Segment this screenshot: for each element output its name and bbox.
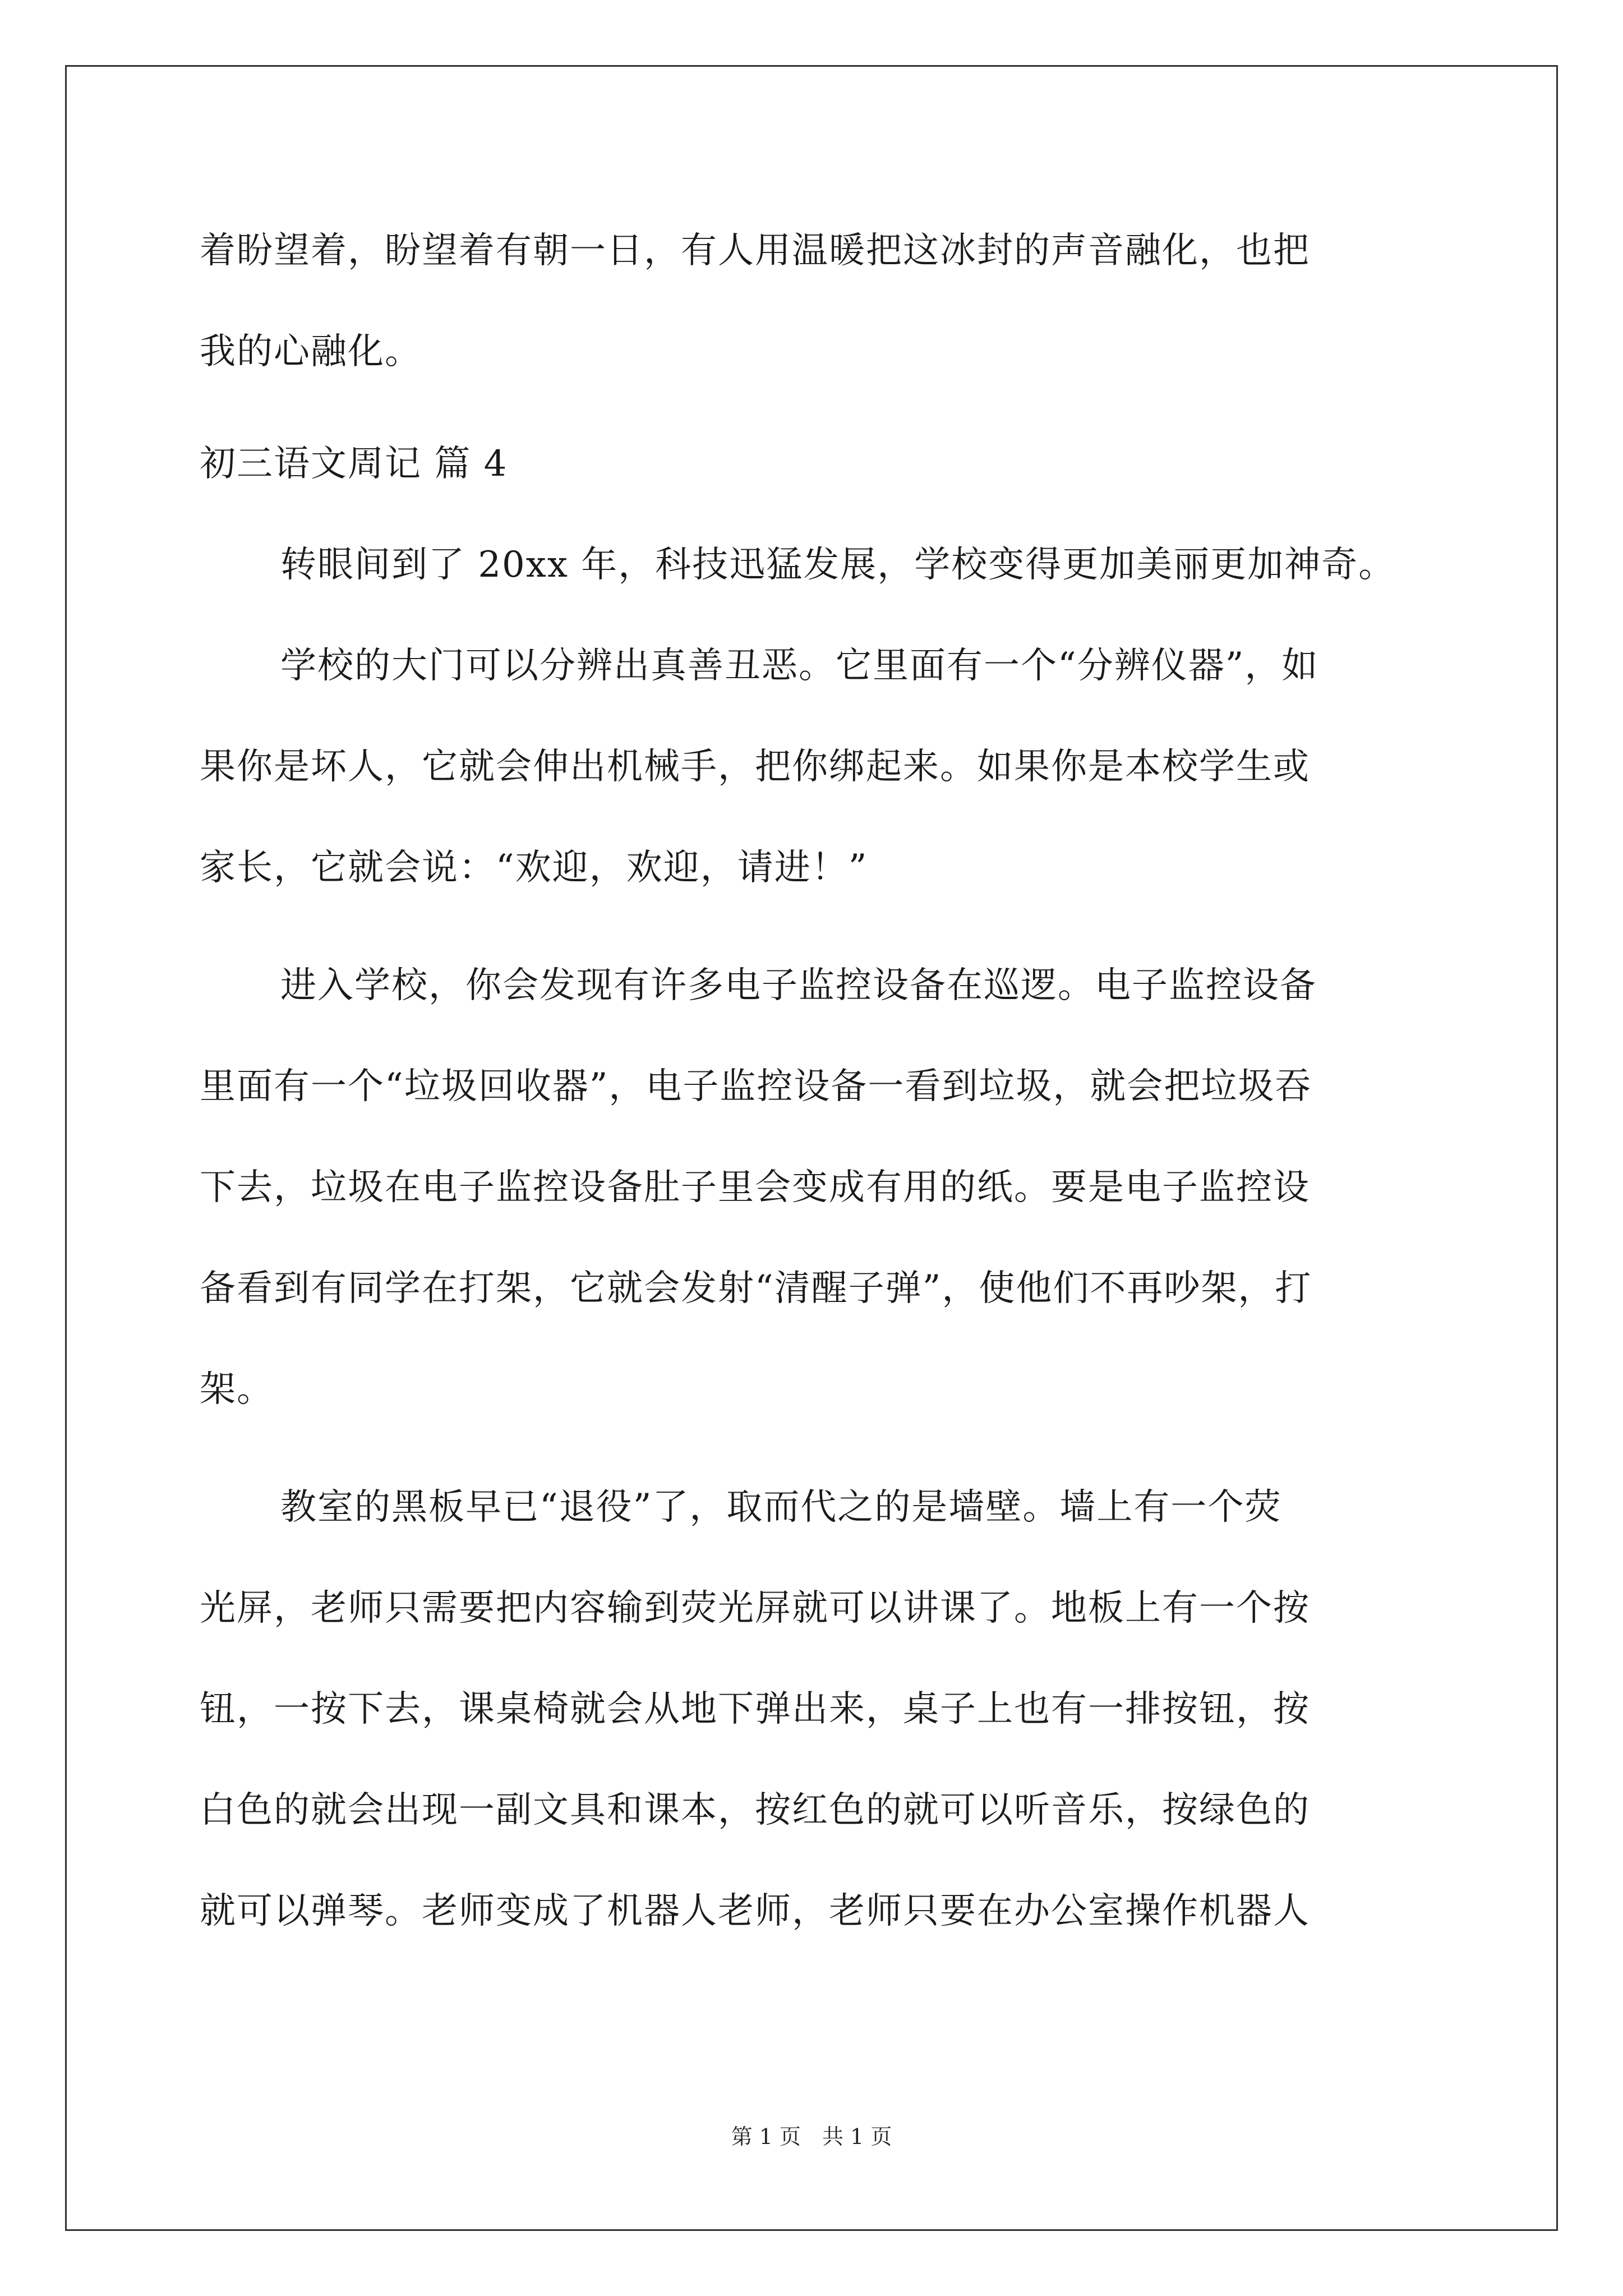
text-line: 果你是坏人，它就会伸出机械手，把你绑起来。如果你是本校学生或: [200, 746, 1310, 788]
paragraph-line: 进入学校，你会发现有许多电子监控设备在巡逻。电子监控设备: [280, 965, 1317, 1006]
text-line: 下去，垃圾在电子监控设备肚子里会变成有用的纸。要是电子监控设: [200, 1167, 1310, 1208]
text-line: 架。: [200, 1369, 274, 1410]
text-line: 我的心融化。: [200, 331, 422, 372]
text-line: 光屏，老师只需要把内容输到荧光屏就可以讲课了。地板上有一个按: [200, 1588, 1310, 1629]
text-line: 里面有一个“垃圾回收器”，电子监控设备一看到垃圾，就会把垃圾吞: [200, 1066, 1312, 1107]
text-line: 着盼望着，盼望着有朝一日，有人用温暖把这冰封的声音融化，也把: [200, 230, 1310, 272]
text-line: 家长，它就会说：“欢迎，欢迎，请进！”: [200, 847, 868, 889]
text-line: 白色的就会出现一副文具和课本，按红色的就可以听音乐，按绿色的: [200, 1789, 1310, 1831]
page-footer: 第 1 页 共 1 页: [731, 2124, 892, 2149]
text-line: 备看到有同学在打架，它就会发射“清醒子弹”，使他们不再吵架，打: [200, 1268, 1312, 1309]
paragraph-line: 教室的黑板早已“退役”了，取而代之的是墙壁。墙上有一个荧: [280, 1487, 1282, 1528]
text-line: 就可以弹琴。老师变成了机器人老师，老师只要在办公室操作机器人: [200, 1890, 1310, 1932]
section-heading: 初三语文周记 篇 4: [200, 443, 508, 485]
text-line: 钮，一按下去，课桌椅就会从地下弹出来，桌子上也有一排按钮，按: [200, 1688, 1310, 1730]
paragraph-line: 学校的大门可以分辨出真善丑恶。它里面有一个“分辨仪器”，如: [280, 645, 1319, 687]
paragraph-line: 转眼间到了 20xx 年，科技迅猛发展，学校变得更加美丽更加神奇。: [280, 544, 1396, 586]
